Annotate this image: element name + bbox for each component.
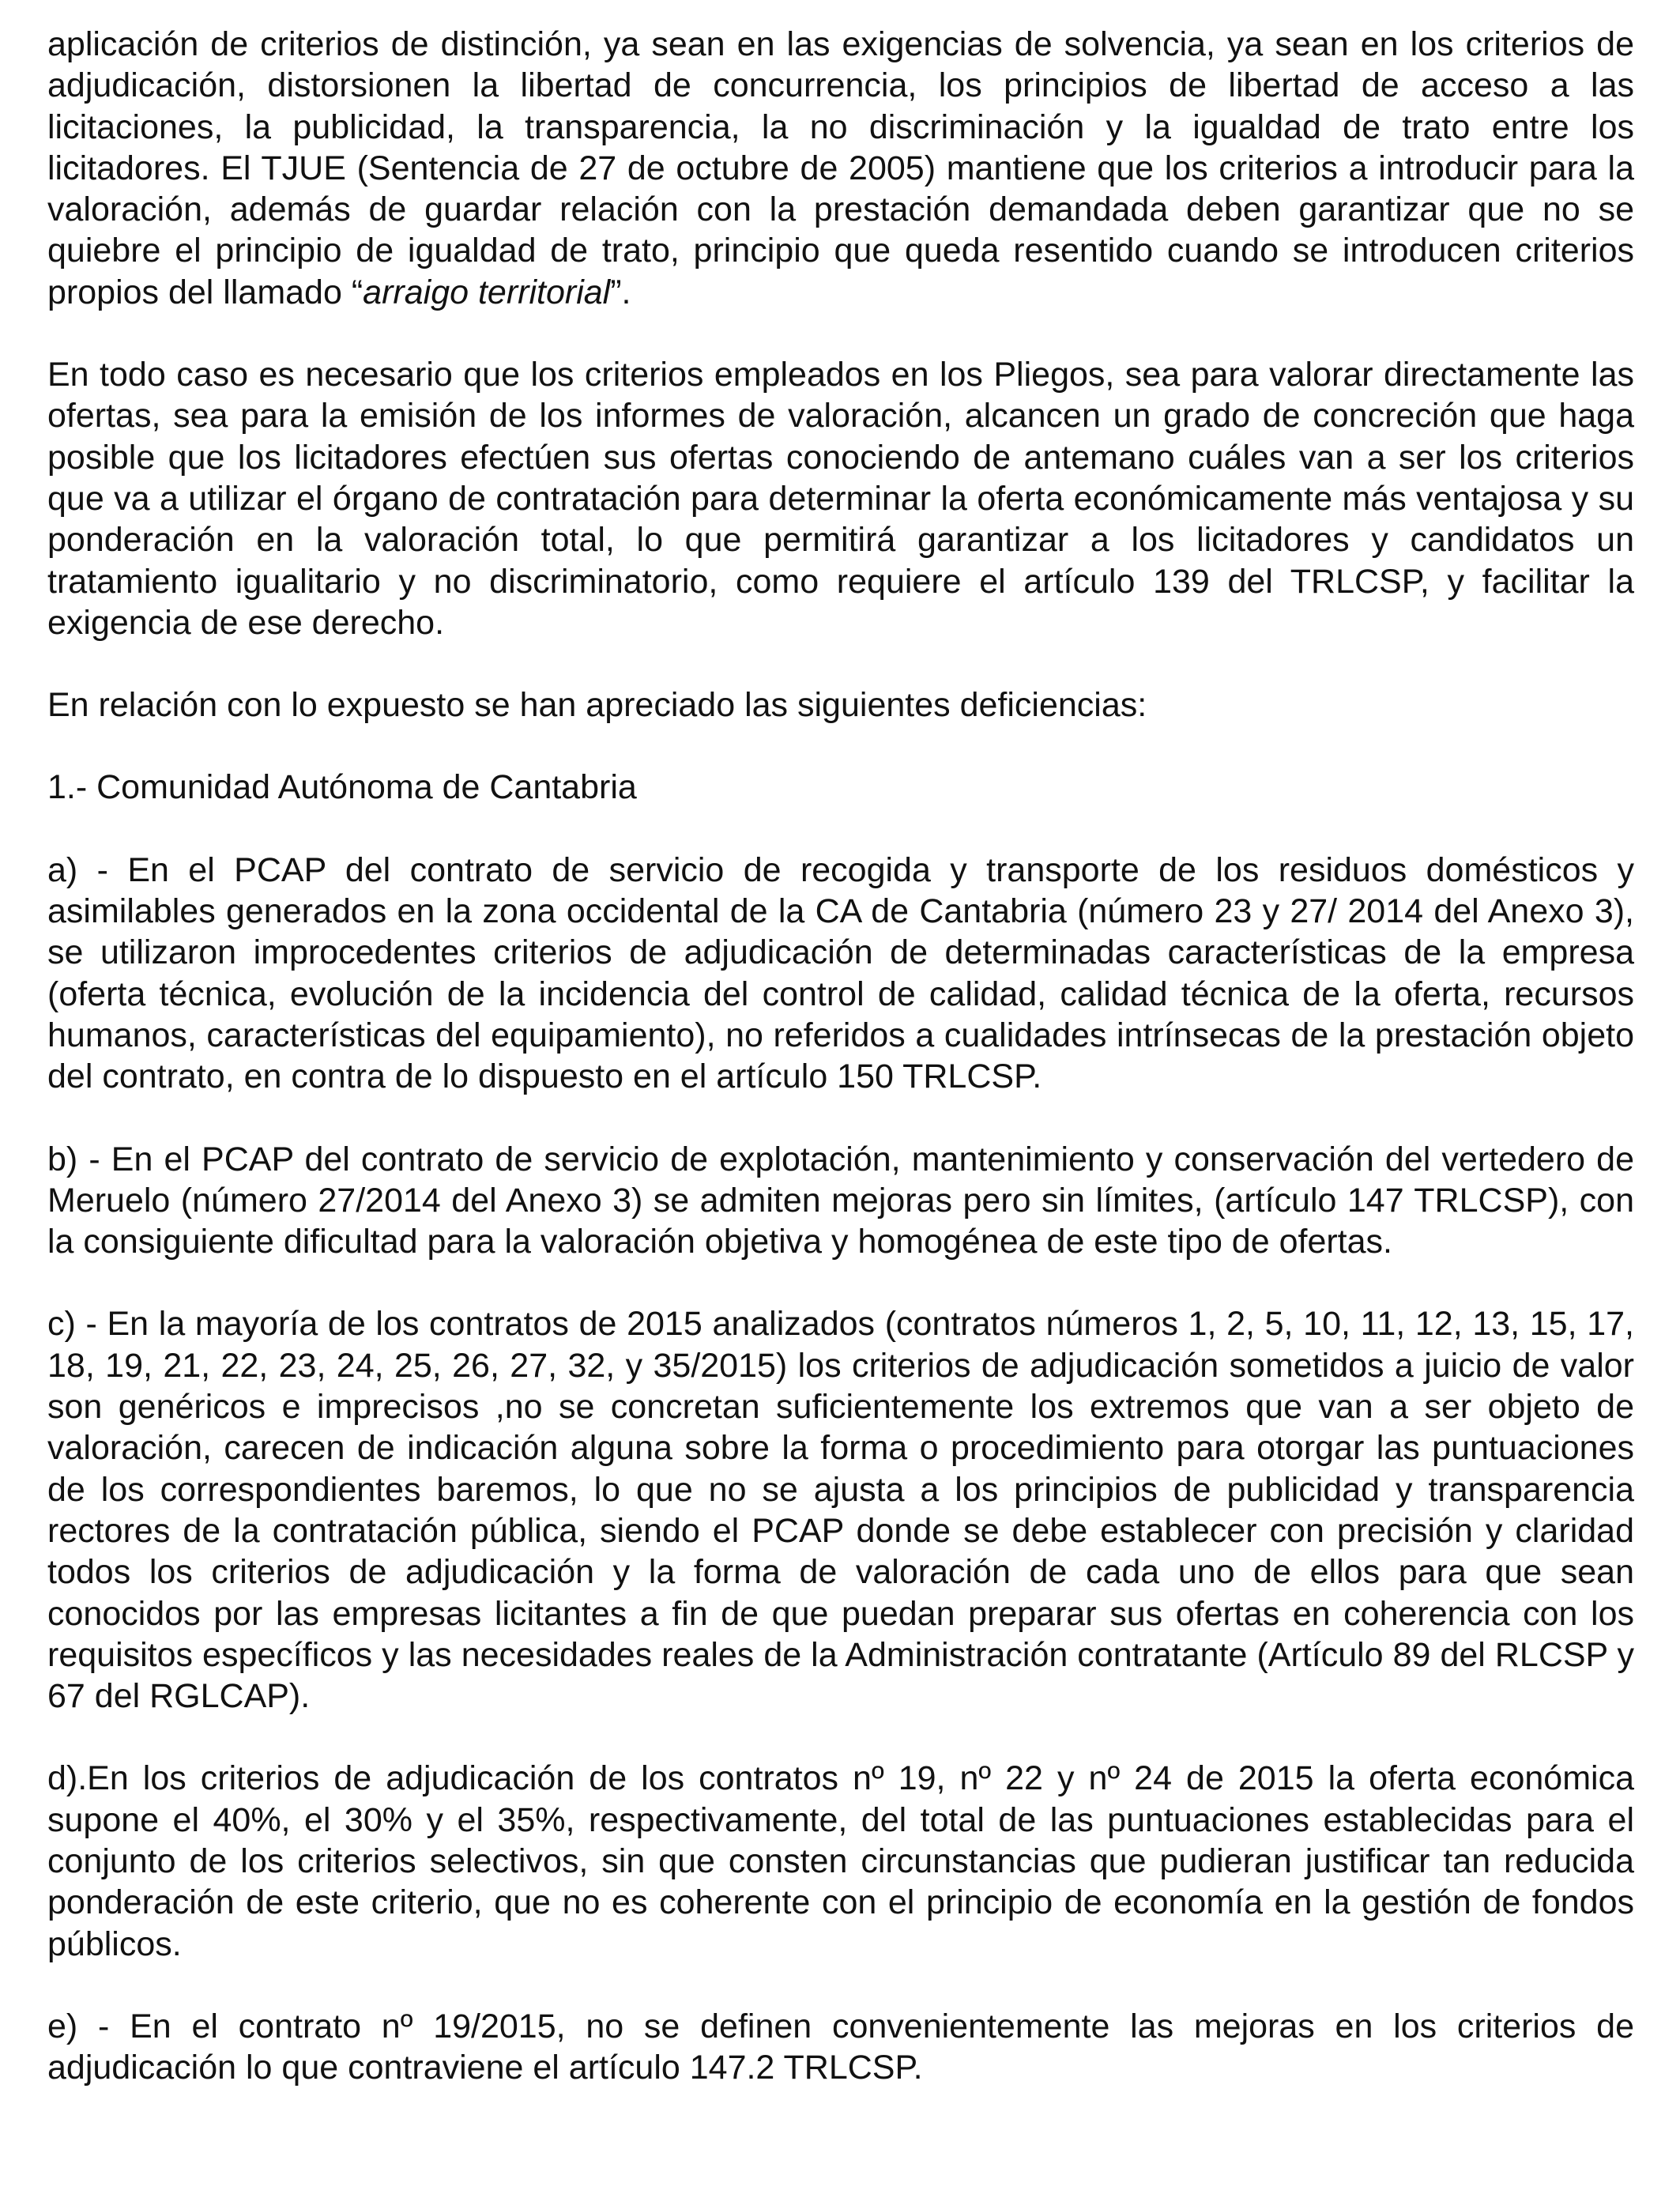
paragraph-tjue: [47, 24, 1634, 313]
paragraph-tjue-italic: arraigo territorial: [363, 273, 611, 311]
document-page: [47, 24, 1634, 2129]
list-item-d: d).En los criterios de adjudicación de los contratos nº 19, nº 22 y nº 24 de 2015 la oferta económica supone el 40%, el 30% y el 35%, respectivamente, del total de las puntuaciones establecidas para el conjunto de los criterios selectivos, sin que consten circunstancias que pudieran justificar tan reducida ponderación de este criterio, que no es coherente con el principio de economía en la gestión de fondos públicos.: [47, 1759, 1634, 1963]
paragraph-tjue-end: ”.: [610, 273, 631, 311]
list-item-b: b) - En el PCAP del contrato de servicio de explotación, mantenimiento y conservación del vertedero de Meruelo (número 27/2014 del Anexo 3) se admiten mejoras pero sin límites, (artículo 147 TRLCSP), con la consiguiente dificultad para la valoración objetiva y homogénea de este tipo de ofertas.: [47, 1140, 1634, 1261]
list-item-c: c) - En la mayoría de los contratos de 2015 analizados (contratos números 1, 2, 5, 10, 11, 12, 13, 15, 17, 18, 19, 21, 22, 23, 24, 25, 26, 27, 32, y 35/2015) los criterios de adjudicación sometidos a juicio de valor son genéricos e imprecisos ,no se concretan suficientemente los extremos que van a ser objeto de valoración, carecen de indicación alguna sobre la forma o procedimiento para otorgar las puntuaciones de los correspondientes baremos, lo que no se ajusta a los principios de publicidad y transparencia rectores de la contratación pública, siendo el PCAP donde se debe establecer con precisión y claridad todos los criterios de adjudicación y la forma de valoración de cada uno de ellos para que sean conocidos por las empresas licitantes a fin de que puedan preparar sus ofertas en coherencia con los requisitos específicos y las necesidades reales de la Administración contratante (Artículo 89 del RLCSP y 67 del RGLCAP).: [47, 1305, 1634, 1716]
paragraph-deficiencias-intro: En relación con lo expuesto se han apreciado las siguientes deficiencias:: [47, 686, 1147, 725]
list-item-a: a) - En el PCAP del contrato de servicio de recogida y transporte de los residuos domésticos y asimilables generados en la zona occidental de la CA de Cantabria (número 23 y 27/ 2014 del Anexo 3), se utilizaron improcedentes criterios de adjudicación de determinadas características de la empresa (oferta técnica, evolución de la incidencia del control de calidad, calidad técnica de la oferta, recursos humanos, características del equipamiento), no referidos a cualidades intrínsecas de la prestación objeto del contrato, en contra de lo dispuesto en el artículo 150 TRLCSP.: [47, 850, 1634, 1096]
section-heading-cantabria: 1.- Comunidad Autónoma de Cantabria: [47, 768, 637, 807]
paragraph-tjue-text: aplicación de criterios de distinción, ya sean en las exigencias de solvencia, ya sean en los criterios de adjudicación, distorsionen la libertad de concurrencia, los principios de libertad de acceso a las licitaciones, la publicidad, la transparencia, la no discriminación y la igualdad de trato entre los licitadores. El TJUE (Sentencia de 27 de octubre de 2005) mantiene que los criterios a introducir para la valoración, además de guardar relación con la prestación demandada deben garantizar que no se quiebre el principio de igualdad de trato, principio que queda resentido cuando se introducen criterios propios del llamado “: [47, 25, 1634, 311]
list-item-e: e) - En el contrato nº 19/2015, no se definen convenientemente las mejoras en los criterios de adjudicación lo que contraviene el artículo 147.2 TRLCSP.: [47, 2007, 1634, 2087]
paragraph-criterios: En todo caso es necesario que los criterios empleados en los Pliegos, sea para valorar directamente las ofertas, sea para la emisión de los informes de valoración, alcancen un grado de concreción que haga posible que los licitadores efectúen sus ofertas conociendo de antemano cuáles van a ser los criterios que va a utilizar el órgano de contratación para determinar la oferta económicamente más ventajosa y su ponderación en la valoración total, lo que permitirá garantizar a los licitadores y candidatos un tratamiento igualitario y no discriminatorio, como requiere el artículo 139 del TRLCSP, y facilitar la exigencia de ese derecho.: [47, 356, 1634, 642]
